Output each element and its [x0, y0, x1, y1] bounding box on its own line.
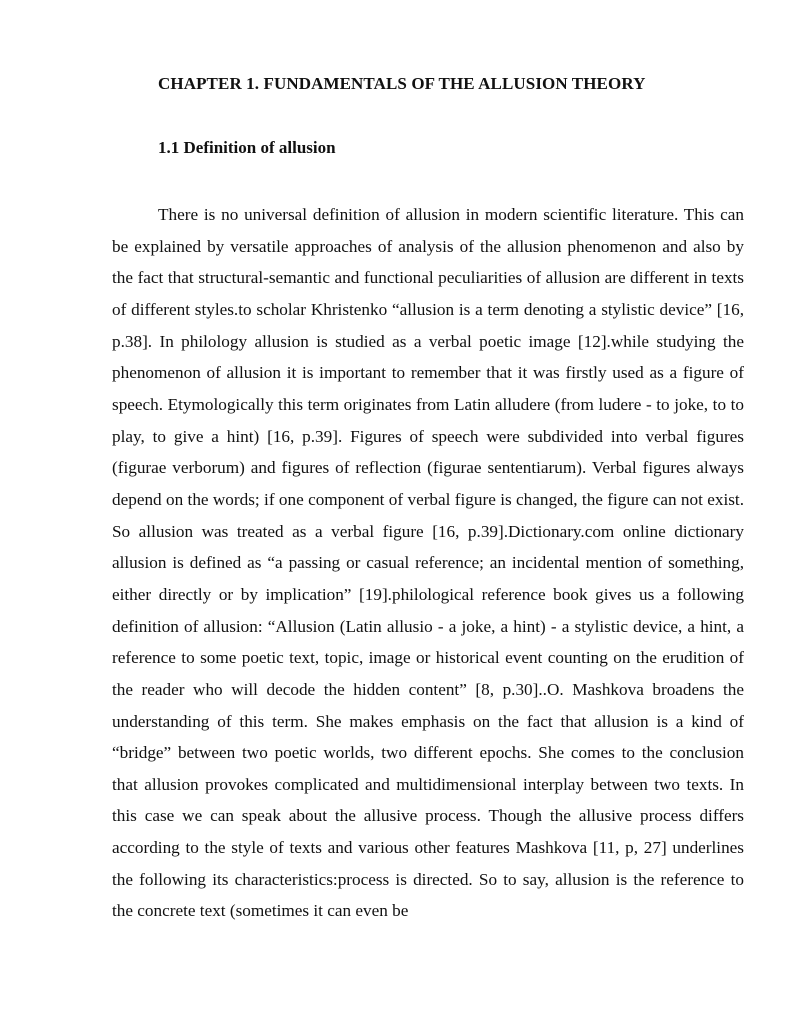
section-title: 1.1 Definition of allusion [158, 138, 336, 157]
chapter-title: CHAPTER 1. FUNDAMENTALS OF THE ALLUSION THEORY [158, 74, 646, 93]
body-paragraph: There is no universal definition of allusion in modern scientific literature. This can be explained by versatile approaches of analysis of the allusion phenomenon and also by the fact that structural-semantic and functional peculiarities of allusion are different in texts of different styles.to scholar Khristenko “allusion is a term denoting a stylistic device” [16, p.38]. In philology allusion is studied as a verbal poetic image [12].while studying the phenomenon of allusion it is important to remember that it was firstly used as a figure of speech. Etymologically this term originates from Latin alludere (from ludere - to joke, to to play, to give a hint) [16, p.39]. Figures of speech were subdivided into verbal figures (figurae verborum) and figures of reflection (figurae sententiarum). Verbal figures always depend on the words; if one component of verbal figure is changed, the figure can not exist. So allusion was treated as a verbal figure [16, p.39].Dictionary.com online dictionary allusion is defined as “a passing or casual reference; an incidental mention of something, either directly or by implication” [19].philological reference book gives us a following definition of allusion: “Allusion (Latin allusio - a joke, a hint) - a stylistic device, a hint, a reference to some poetic text, topic, image or historical event counting on the erudition of the reader who will decode the hidden content” [8, p.30]..O. Mashkova broadens the understanding of this term. She makes emphasis on the fact that allusion is a kind of “bridge” between two poetic worlds, two different epochs. She comes to the conclusion that allusion provokes complicated and multidimensional interplay between two texts. In this case we can speak about the allusive process. Though the allusive process differs according to the style of texts and various other features Mashkova [11, p, 27] underlines the following its characteristics:process is directed. So to say, allusion is the reference to the concrete text (sometimes it can even be [112, 205, 744, 921]
